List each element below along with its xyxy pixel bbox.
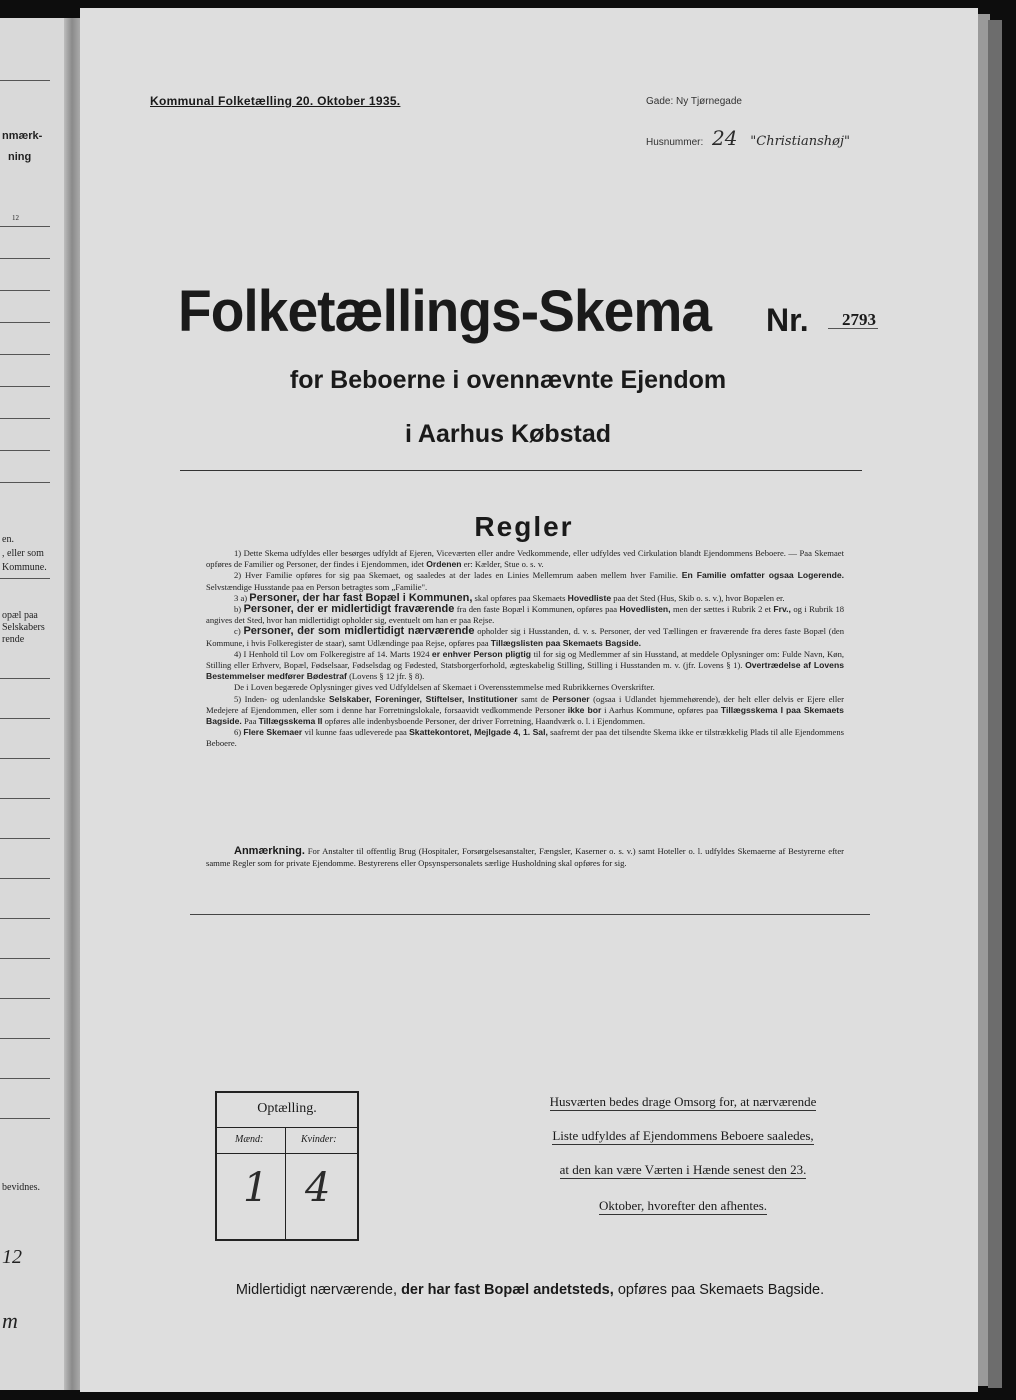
- rule-line: [0, 578, 50, 579]
- subtitle-2: i Aarhus Købstad: [404, 420, 612, 448]
- rule-line: [0, 798, 50, 799]
- house-number-row: [646, 126, 850, 150]
- census-header: Kommunal Folketælling 20. Oktober 1935.: [150, 94, 401, 108]
- box-line: [217, 1127, 357, 1128]
- rule-line: [0, 958, 50, 959]
- rule-3c: c) Personer, der som midlertidigt nærværende opholder sig i Husstanden, d. v. s. Personer, der ved Tællingen er fraværende fra deres faste Bopæl (den Kommune, i hvis Folkeregister de staar), samt Udlændinge paa Rejse, opføres paa Tillægslisten paa Skemaets Bagside.: [206, 625, 844, 648]
- rule-line: [0, 322, 50, 323]
- note-text: [206, 846, 844, 869]
- left-text: nmærk-: [2, 130, 43, 142]
- left-text: en.: [2, 534, 14, 545]
- rule-4: 4) I Henhold til Lov om Folkeregistre af 14. Marts 1924 er enhver Person pligtig til for sig og Medlemmer af sin Husstand, at meddele Oplysninger om: Fulde Navn, Køn, Stilling eller Erhverv, Bopæl, Fødselsaar, Fødselsdag og Fødested, Statsborgerforhold, ægteskabelig Stilling, Stilling i Husstanden m. v. (jfr. Lovens § 1). Overtrædelse af Lovens Bestemmelser medfører Bødestraf (Lovens § 12 jfr. § 8).: [206, 648, 845, 682]
- notice-line-1: Husværten bedes drage Omsorg for, at nærværende: [549, 1094, 817, 1109]
- rule-line: [0, 1078, 50, 1079]
- left-text: rende: [2, 634, 25, 645]
- rule-line: [0, 878, 50, 879]
- box-line: [217, 1153, 357, 1154]
- box-line: [285, 1127, 286, 1239]
- street-label: Gade: Ny Tjørnegade: [646, 96, 742, 107]
- women-count: 4: [305, 1165, 331, 1211]
- men-label: Mænd:: [235, 1134, 264, 1145]
- rule-line: [0, 838, 50, 839]
- left-page-fragment: [0, 18, 72, 1390]
- handwritten-note: 12: [2, 1246, 22, 1268]
- left-text: ning: [8, 151, 32, 163]
- rule-line: [0, 354, 50, 355]
- house-number: 24: [712, 126, 738, 150]
- rule-6: 6) Flere Skemaer vil kunne faas udleverede paa Skattekontoret, Mejlgade 4, 1. Sal, saafremt der paa det tilsendte Skema ikke er tilstrækkelig Plads til alle Ejendommens Beboere.: [206, 727, 844, 749]
- rule-5: 5) Inden- og udenlandske Selskaber, Foreninger, Stiftelser, Institutioner samt de Personer (ogsaa i Udlandet hjemmehørende), der helt eller delvis er Ejere eller Medejere af Ejendommen, eller som i denne har Forretningslokale, forsaavidt vedkommende Personer ikke bor i Aarhus Kommune, opføres paa Tillægsskema I paa Skemaets Bagside. Paa Tillægsskema II opføres alle indenbysboende Personer, der driver Forretning, Haandværk o. l. i Ejendommen.: [206, 693, 844, 727]
- men-count: 1: [243, 1165, 269, 1211]
- rule-1: 1) Dette Skema udfyldes eller besørges udfyldt af Ejeren, Viceværten eller andre Vedkommende, eller udfyldes ved Cirkulation blandt Ejendommens Beboere. — Paa Skemaet opføres de Familier og Personer, der findes i Ejendommen, idet Ordenen er: Kælder, Stue o. s. v.: [206, 548, 844, 570]
- count-box: [215, 1091, 359, 1241]
- handwritten-note: m: [2, 1308, 18, 1333]
- nr-label: Nr.: [766, 302, 809, 338]
- rule-line: [0, 226, 50, 227]
- rule-line: [0, 482, 50, 483]
- rules-heading: Regler: [474, 511, 574, 542]
- rule-line: [0, 718, 50, 719]
- note-body: For Anstalter til offentlig Brug (Hospitaler, Forsørgelsesanstalter, Fængsler, Kaserner o. s. v.) samt Hoteller o. l. udfyldes Skemaerne af Bestyrerne efter samme Regler som for private Ejendomme. Bestyrerens eller Opsynspersonalets særlige Husholdning skal opføres for sig.: [206, 846, 844, 868]
- divider: [180, 470, 862, 471]
- rule-3a: 3 a) Personer, der har fast Bopæl i Kommunen, skal opføres paa Skemaets Hovedliste paa det Sted (Hus, Skib o. s. v.), hvor Bopælen er.: [234, 591, 785, 604]
- house-note: "Christianshøj": [750, 134, 850, 149]
- left-text: Selskabers: [2, 622, 45, 633]
- rule-line: [0, 418, 50, 419]
- rule-line: [0, 258, 50, 259]
- left-text: opæl paa: [2, 610, 38, 621]
- rule-line: [0, 918, 50, 919]
- rule-3b: b) Personer, der er midlertidigt fraværende fra den faste Bopæl i Kommunen, opføres paa Hovedlisten, men der sættes i Rubrik 2 et Frv., og i Rubrik 18 angives det Sted, hvor han midlertidigt opholder sig, eventuelt om han er paa Rejse.: [206, 603, 845, 626]
- notice-line-2: Liste udfyldes af Ejendommens Beboere saaledes,: [552, 1128, 814, 1143]
- subtitle-1: for Beboerne i ovennævnte Ejendom: [289, 366, 727, 394]
- rule-4-cont: De i Loven begærede Oplysninger gives ved Udfyldelsen af Skemaet i Overensstemmelse med Rubrikkernes Overskrifter.: [234, 682, 655, 693]
- women-label: Kvinder:: [301, 1134, 337, 1145]
- form-number: 2793: [842, 310, 876, 329]
- notice-line-3: at den kan være Værten i Hænde senest den 23.: [559, 1162, 807, 1177]
- count-title: Optælling.: [257, 1101, 317, 1116]
- left-text: bevidnes.: [2, 1182, 41, 1193]
- footer-note: Midlertidigt nærværende, der har fast Bopæl andetsteds, opføres paa Skemaets Bagside.: [235, 1282, 825, 1298]
- rule-line: [0, 1038, 50, 1039]
- notice-line-4: Oktober, hvorefter den afhentes.: [598, 1198, 768, 1213]
- rule-line: [0, 678, 50, 679]
- rule-line: [0, 1118, 50, 1119]
- left-text: 12: [12, 214, 19, 222]
- rule-line: [0, 450, 50, 451]
- page-edge: [988, 20, 1002, 1388]
- rules-text: [206, 548, 844, 750]
- form-title: Folketællings-Skema: [178, 279, 712, 344]
- divider: [190, 914, 870, 915]
- rule-line: [0, 290, 50, 291]
- rule-line: [0, 998, 50, 999]
- left-text: Kommune.: [2, 562, 47, 573]
- note-label: Anmærkning.: [234, 845, 305, 857]
- left-text: , eller som: [2, 548, 44, 559]
- house-number-label: Husnummer:: [646, 137, 704, 148]
- rule-line: [0, 758, 50, 759]
- rule-2: 2) Hver Familie opføres for sig paa Skemaet, og saaledes at der lades en Linies Mellemrum aaben mellem hver Familie. En Familie omfatter ogsaa Logerende. Selvstændige Husstande paa en Person betragtes som „Familie".: [206, 570, 844, 592]
- rule-line: [0, 80, 50, 81]
